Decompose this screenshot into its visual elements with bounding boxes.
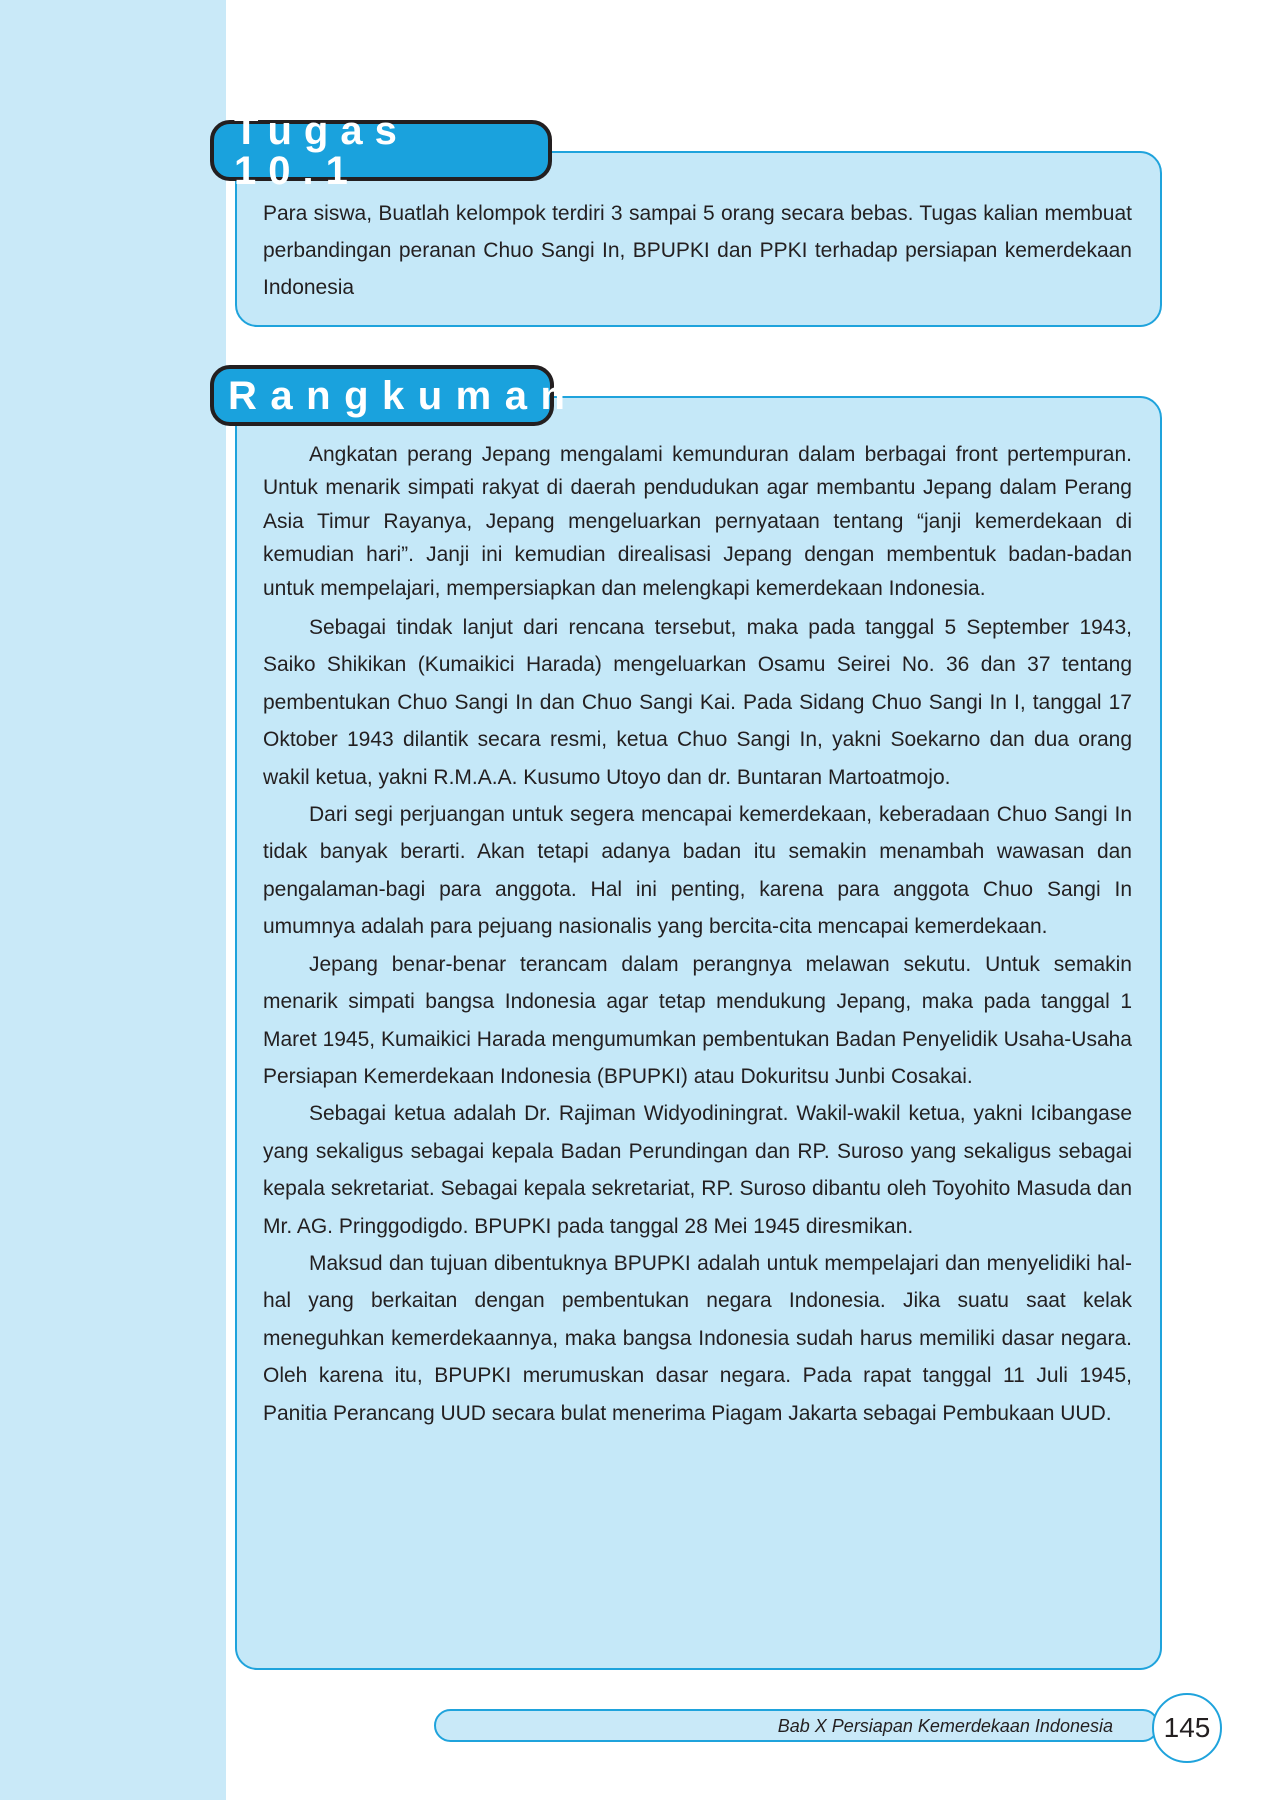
rangkuman-paragraph: Jepang benar-benar terancam dalam perangnya melawan sekutu. Untuk semakin menarik simpati bangsa Indonesia agar tetap mendukung Jepang, maka pada tanggal 1 Maret 1945, Kumaikici Harada mengumumkan pembentukan Badan Penyelidik Usaha-Usaha Persiapan Kemerdekaan Indonesia (BPUPKI) atau Dokuritsu Junbi Cosakai. [263,952,1132,1088]
chapter-title: Bab X Persiapan Kemerdekaan Indonesia [777,1716,1113,1736]
rangkuman-paragraph: Sebagai tindak lanjut dari rencana tersebut, maka pada tanggal 5 September 1943, Saiko Shikikan (Kumaikici Harada) mengeluarkan Osamu Seirei No. 36 dan 37 tentang pembentukan Chuo Sangi In dan Chuo Sangi Kai. Pada Sidang Chuo Sangi In I, tanggal 17 Oktober 1943 dilantik secara resmi, ketua Chuo Sangi In, yakni Soekarno dan dua orang wakil ketua, yakni R.M.A.A. Kusumo Utoyo dan dr. Buntaran Martoatmojo. [263,616,1132,789]
page-number: 145 [1163,1712,1211,1743]
rangkuman-paragraph: Sebagai ketua adalah Dr. Rajiman Widyodiningrat. Wakil-wakil ketua, yakni Icibangase yang sekaligus sebagai kepala Badan Perundingan dan RP. Suroso yang sekaligus sebagai kepala sekretariat. Sebagai kepala sekretariat, RP. Suroso dibantu oleh Toyohito Masuda dan Mr. AG. Pringgodigdo. BPUPKI pada tanggal 28 Mei 1945 diresmikan. [263,1102,1132,1238]
rangkuman-text-block [263,438,1132,1432]
tugas-title-tab [210,108,552,193]
tugas-text-block [263,195,1132,306]
footer-bar [434,1709,1159,1742]
page-number-badge [1152,1693,1222,1763]
side-band [0,0,226,1800]
rangkuman-title: Rangkuman [228,373,579,418]
rangkuman-paragraph: Dari segi perjuangan untuk segera mencapai kemerdekaan, keberadaan Chuo Sangi In tidak banyak berarti. Akan tetapi adanya badan itu semakin menambah wawasan dan pengalaman-bagi para anggota. Hal ini penting, karena para anggota Chuo Sangi In umumnya adalah para pejuang nasionalis yang bercita-cita mencapai kemerdekaan. [263,803,1132,939]
rangkuman-paragraph: Angkatan perang Jepang mengalami kemunduran dalam berbagai front pertempuran. Untuk menarik simpati rakyat di daerah pendudukan agar membantu Jepang dalam Perang Asia Timur Rayanya, Jepang mengeluarkan pernyataan tentang “janji kemerdekaan di kemudian hari”. Janji ini kemudian direalisasi Jepang dengan membentuk badan-badan untuk mempelajari, mempersiapkan dan melengkapi kemerdekaan Indonesia. [263,443,1132,600]
tugas-title: Tugas 10.1 [234,108,409,193]
rangkuman-panel [235,396,1162,1670]
tugas-text: Para siswa, Buatlah kelompok terdiri 3 sampai 5 orang secara bebas. Tugas kalian membuat perbandingan peranan Chuo Sangi In, BPUPKI dan PPKI terhadap persiapan kemerdekaan Indonesia [263,202,1132,299]
rangkuman-title-tab [210,365,579,426]
rangkuman-paragraph: Maksud dan tujuan dibentuknya BPUPKI adalah untuk mempelajari dan menyelidiki hal-hal yang berkaitan dengan pembentukan negara Indonesia. Jika suatu saat kelak meneguhkan kemerdekaannya, maka bangsa Indonesia sudah harus memiliki dasar negara. Oleh karena itu, BPUPKI merumuskan dasar negara. Pada rapat tanggal 11 Juli 1945, Panitia Perancang UUD secara bulat menerima Piagam Jakarta sebagai Pembukaan UUD. [263,1251,1132,1425]
